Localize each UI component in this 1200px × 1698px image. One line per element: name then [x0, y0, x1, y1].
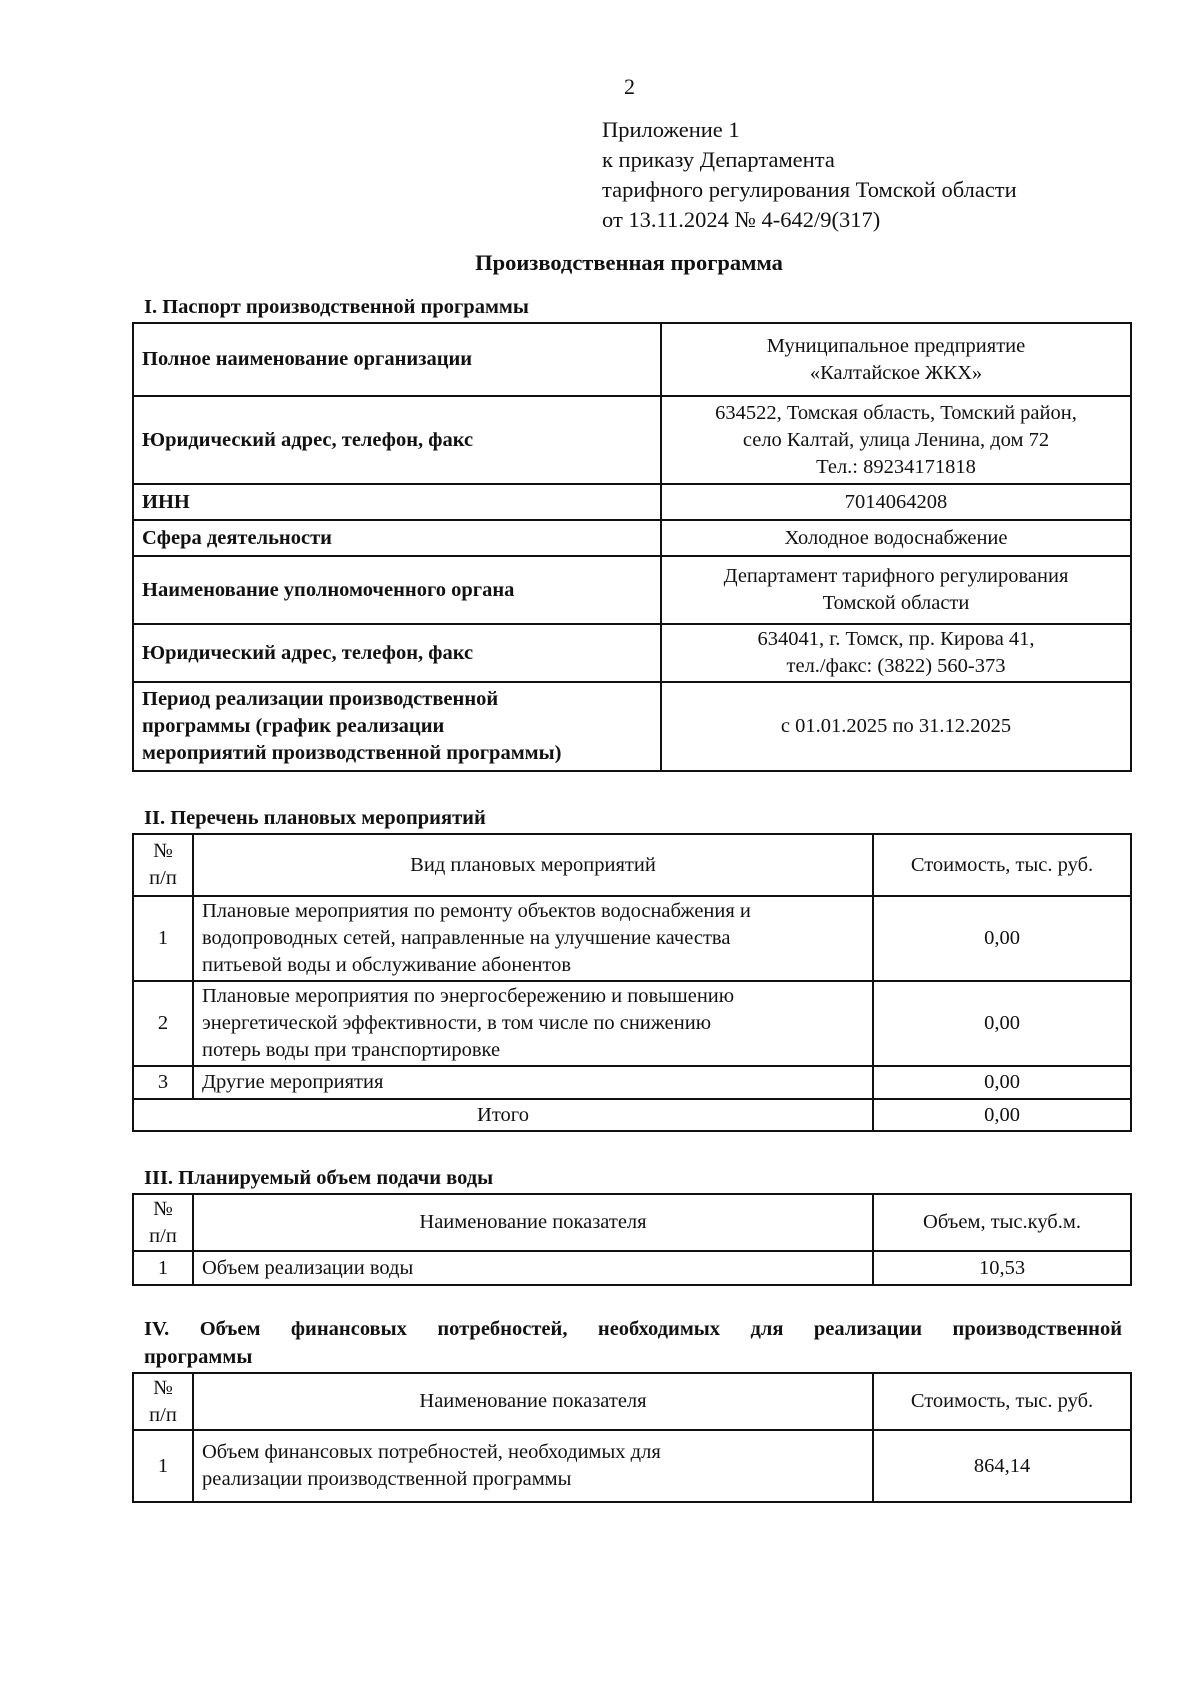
row-num: 1: [133, 896, 193, 981]
col-header-name: Наименование показателя: [193, 1373, 873, 1430]
passport-label: ИНН: [133, 484, 661, 520]
value-line: 634522, Томская область, Томский район,: [715, 401, 1077, 424]
col-header-cost: Стоимость, тыс. руб.: [873, 834, 1131, 896]
label-line: мероприятий производственной программы): [142, 742, 562, 764]
name-line: потерь воды при транспортировке: [202, 1039, 501, 1061]
passport-label: Полное наименование организации: [133, 323, 661, 396]
table-row: [133, 323, 1131, 396]
page-number: 2: [624, 74, 635, 99]
row-name: [193, 981, 873, 1066]
value-line: Департамент тарифного регулирования: [723, 565, 1069, 587]
name-line: Плановые мероприятия по ремонту объектов водоснабжения и: [202, 900, 751, 922]
financial-needs-table: [132, 1372, 1132, 1503]
appendix-line: к приказу Департамента: [602, 147, 835, 172]
col-header-cost: Стоимость, тыс. руб.: [873, 1373, 1131, 1430]
value-line: Тел.: 89234171818: [816, 455, 976, 478]
passport-label: Юридический адрес, телефон, факс: [133, 396, 661, 484]
row-cost: 864,14: [873, 1430, 1131, 1502]
table-row: [133, 520, 1131, 556]
table-row: [133, 682, 1131, 771]
passport-value: 7014064208: [661, 484, 1131, 520]
table-row: [133, 1430, 1131, 1502]
header-line: №: [153, 1197, 173, 1220]
row-cost: 0,00: [873, 1066, 1131, 1099]
passport-value: [661, 323, 1131, 396]
measures-table: [132, 833, 1132, 1132]
row-cost: 0,00: [873, 896, 1131, 981]
passport-value: [661, 624, 1131, 682]
row-num: 2: [133, 981, 193, 1066]
value-line: Муниципальное предприятие: [766, 334, 1026, 357]
label-line: Период реализации производственной: [142, 688, 499, 710]
row-cost: 0,00: [873, 981, 1131, 1066]
table-row: [133, 396, 1131, 484]
heading-line: программы: [144, 1346, 253, 1368]
passport-label: Сфера деятельности: [133, 520, 661, 556]
col-header-num: [133, 834, 193, 896]
header-line: п/п: [149, 867, 177, 889]
col-header-name: Вид плановых мероприятий: [193, 834, 873, 896]
passport-value: [661, 556, 1131, 624]
col-header-num: [133, 1194, 193, 1251]
row-name: Другие мероприятия: [193, 1066, 873, 1099]
passport-label: [133, 682, 661, 771]
heading-line: IV. Объем финансовых потребностей, необходимых для реализации производственной: [144, 1318, 1122, 1340]
section4-heading: [144, 1315, 1122, 1371]
name-line: водопроводных сетей, направленные на улучшение качества: [202, 927, 731, 949]
header-line: №: [153, 840, 173, 862]
header-line: п/п: [149, 1224, 177, 1247]
name-line: энергетической эффективности, в том числе по снижению: [202, 1012, 712, 1034]
table-header-row: [133, 1373, 1131, 1430]
name-line: Плановые мероприятия по энергосбережению и повышению: [202, 985, 735, 1007]
passport-value: Холодное водоснабжение: [661, 520, 1131, 556]
row-value: 10,53: [873, 1251, 1131, 1285]
section2-heading: II. Перечень плановых мероприятий: [144, 807, 486, 829]
passport-table: [132, 322, 1132, 772]
total-label: Итого: [133, 1099, 873, 1131]
value-line: «Калтайское ЖКХ»: [809, 361, 983, 384]
table-header-row: [133, 834, 1131, 896]
table-row: [133, 624, 1131, 682]
passport-value: с 01.01.2025 по 31.12.2025: [661, 682, 1131, 771]
table-row: [133, 1251, 1131, 1285]
col-header-name: Наименование показателя: [193, 1194, 873, 1251]
appendix-line: Приложение 1: [602, 117, 740, 142]
table-header-row: [133, 1194, 1131, 1251]
row-num: 3: [133, 1066, 193, 1099]
row-name: [193, 896, 873, 981]
name-line: Объем финансовых потребностей, необходимых для: [202, 1441, 661, 1463]
passport-label: Юридический адрес, телефон, факс: [133, 624, 661, 682]
value-line: село Калтай, улица Ленина, дом 72: [742, 428, 1050, 451]
section3-heading: III. Планируемый объем подачи воды: [144, 1167, 494, 1189]
row-name: [193, 1430, 873, 1502]
appendix-block: [602, 115, 1017, 235]
appendix-line: от 13.11.2024 № 4-642/9(317): [602, 207, 881, 232]
table-row: [133, 556, 1131, 624]
label-line: программы (график реализации: [142, 715, 445, 737]
appendix-line: тарифного регулирования Томской области: [602, 177, 1017, 202]
passport-value: [661, 396, 1131, 484]
header-line: №: [153, 1376, 173, 1399]
value-line: 634041, г. Томск, пр. Кирова 41,: [757, 628, 1035, 650]
total-cost: 0,00: [873, 1099, 1131, 1131]
name-line: реализации производственной программы: [202, 1468, 572, 1490]
document-title: Производственная программа: [475, 250, 783, 275]
value-line: тел./факс: (3822) 560-373: [786, 655, 1006, 677]
row-num: 1: [133, 1251, 193, 1285]
value-line: Томской области: [822, 592, 970, 614]
total-row: [133, 1099, 1131, 1131]
name-line: питьевой воды и обслуживание абонентов: [202, 954, 572, 976]
table-row: [133, 896, 1131, 981]
header-line: п/п: [149, 1403, 177, 1426]
row-name: Объем реализации воды: [193, 1251, 873, 1285]
section1-heading: I. Паспорт производственной программы: [144, 296, 529, 318]
table-row: [133, 981, 1131, 1066]
row-num: 1: [133, 1430, 193, 1502]
col-header-num: [133, 1373, 193, 1430]
table-row: [133, 484, 1131, 520]
passport-label: Наименование уполномоченного органа: [133, 556, 661, 624]
col-header-value: Объем, тыс.куб.м.: [873, 1194, 1131, 1251]
water-volume-table: [132, 1193, 1132, 1286]
table-row: [133, 1066, 1131, 1099]
